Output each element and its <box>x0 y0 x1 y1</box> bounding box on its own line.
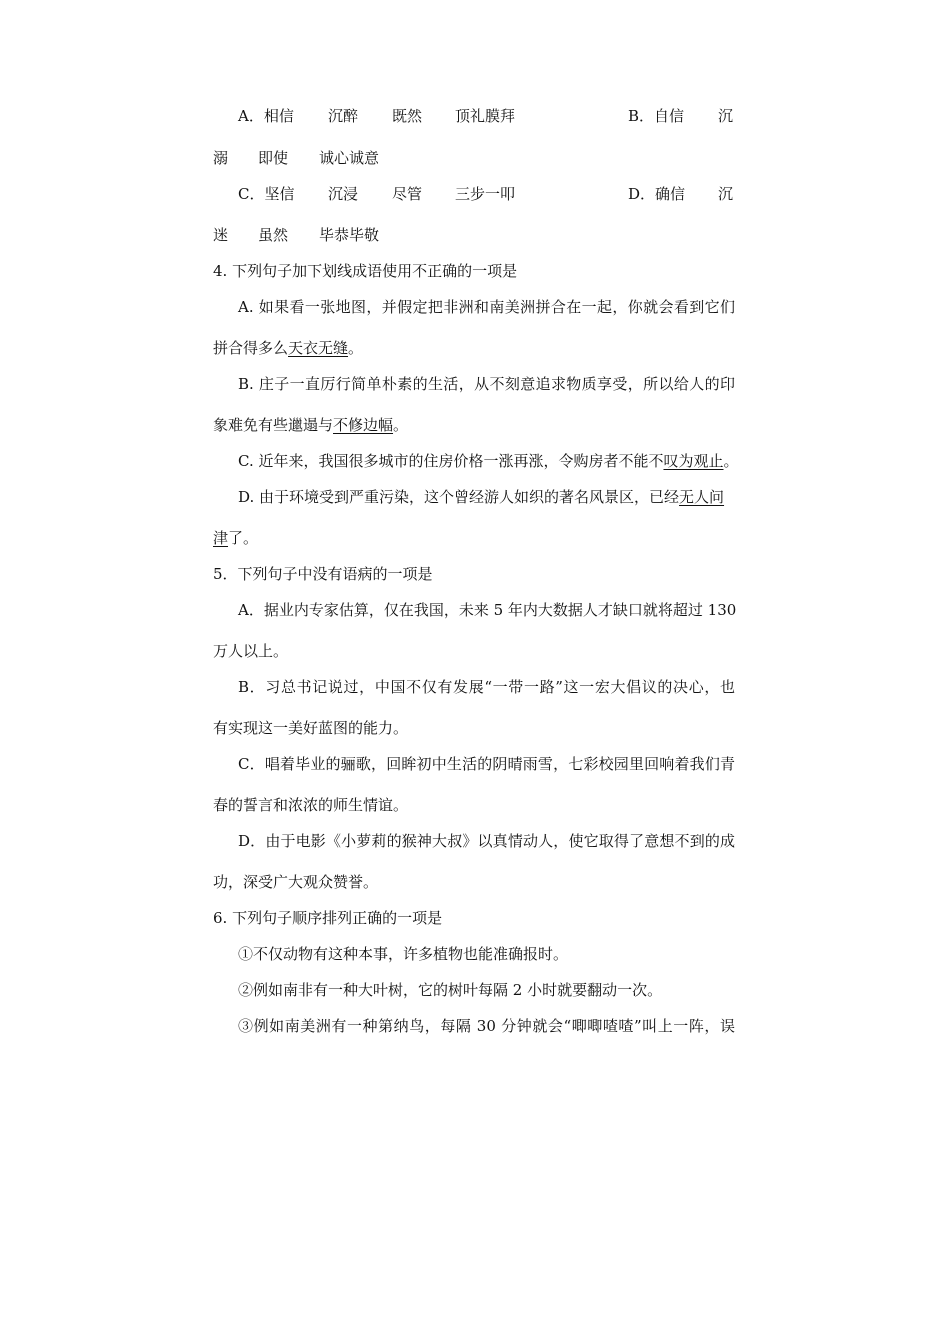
q3-option-a-word4: 顶礼膜拜 <box>455 107 516 125</box>
q3-option-d-word2-part2: 迷 <box>213 226 229 244</box>
q3-option-a-label: A．相信 <box>238 107 294 125</box>
q4-stem: 4. 下列句子加下划线成语使用不正确的一项是 <box>213 262 518 280</box>
q4-option-b-idiom: 不修边幅 <box>333 416 394 434</box>
q4-option-c-text: C. 近年来，我国很多城市的住房价格一涨再涨，令购房者不能不 <box>238 452 664 470</box>
q4-option-d-line2 <box>213 528 735 548</box>
q5-stem: 5．下列句子中没有语病的一项是 <box>213 565 433 583</box>
q6-stem: 6. 下列句子顺序排列正确的一项是 <box>213 909 443 927</box>
q5-option-c-line1: C．唱着毕业的骊歌，回眸初中生活的阴晴雨雪，七彩校园里回响着我们青 <box>238 755 735 773</box>
q4-option-b-end: 。 <box>393 416 409 434</box>
q4-option-d-text: D. 由于环境受到严重污染，这个曾经游人如织的著名风景区，已经 <box>238 488 680 506</box>
q4-option-c-line1 <box>238 451 739 471</box>
q5-option-c-line2: 春的誓言和浓浓的师生情谊。 <box>213 796 409 814</box>
q3-option-d-word4: 毕恭毕敬 <box>319 226 380 244</box>
q3-option-c-label: C．坚信 <box>238 185 295 203</box>
q4-option-a-idiom: 天衣无缝 <box>288 339 349 357</box>
q3-option-d-word3: 虽然 <box>258 226 289 244</box>
q3-option-d-word2-part1: 沉 <box>718 185 734 203</box>
q4-option-d-idiom-part2: 津 <box>213 529 229 547</box>
q4-option-a-line1: A. 如果看一张地图，并假定把非洲和南美洲拼合在一起，你就会看到它们 <box>238 298 735 316</box>
q5-option-d-line2: 功，深受广大观众赞誉。 <box>213 873 379 891</box>
q3-option-d-label: D．确信 <box>628 185 686 203</box>
q6-sentence-2: ②例如南非有一种大叶树，它的树叶每隔 2 小时就要翻动一次。 <box>238 981 663 999</box>
q5-option-d-line1: D．由于电影《小萝莉的猴神大叔》以真情动人，使它取得了意想不到的成 <box>238 832 735 850</box>
q5-option-a-line2: 万人以上。 <box>213 642 289 660</box>
q4-option-a-text: 拼合得多么 <box>213 339 289 357</box>
q6-sentence-1: ①不仅动物有这种本事，许多植物也能准确报时。 <box>238 945 569 963</box>
q5-option-b-line2: 有实现这一美好蓝图的能力。 <box>213 719 409 737</box>
q3-option-a-word3: 既然 <box>392 107 423 125</box>
q3-option-a-word2: 沉醉 <box>328 107 359 125</box>
q4-option-b-line2 <box>213 415 735 435</box>
q4-option-c-end: 。 <box>723 452 739 470</box>
q3-option-c-word3: 尽管 <box>392 185 423 203</box>
q3-option-b-word2-part2: 溺 <box>213 149 229 167</box>
q4-option-b-text: 象难免有些邋遢与 <box>213 416 334 434</box>
q3-option-b-word3: 即使 <box>258 149 289 167</box>
q4-option-d-end: 了。 <box>228 529 259 547</box>
q3-option-c-word2: 沉浸 <box>328 185 359 203</box>
q4-option-a-end: 。 <box>348 339 364 357</box>
q4-option-a-line2 <box>213 338 735 358</box>
q4-option-b-line1: B. 庄子一直厉行简单朴素的生活，从不刻意追求物质享受，所以给人的印 <box>238 375 735 393</box>
q3-option-b-word2-part1: 沉 <box>718 107 734 125</box>
q3-option-c-word4: 三步一叩 <box>455 185 516 203</box>
q6-sentence-3: ③例如南美洲有一种第纳鸟，每隔 30 分钟就会“唧唧喳喳”叫上一阵，误 <box>238 1017 735 1035</box>
q4-option-d-line1 <box>238 487 735 507</box>
q5-option-b-line1: B．习总书记说过，中国不仅有发展“一带一路”这一宏大倡议的决心，也 <box>238 678 735 696</box>
q3-option-b-word4: 诚心诚意 <box>319 149 380 167</box>
q3-option-a-row <box>238 106 294 126</box>
q3-option-b-label: B．自信 <box>628 107 685 125</box>
q4-option-d-idiom-part1: 无人问 <box>679 488 725 506</box>
q5-option-a-line1: A．据业内专家估算，仅在我国，未来 5 年内大数据人才缺口就将超过 130 <box>238 601 737 619</box>
q4-option-c-idiom: 叹为观止 <box>663 452 724 470</box>
